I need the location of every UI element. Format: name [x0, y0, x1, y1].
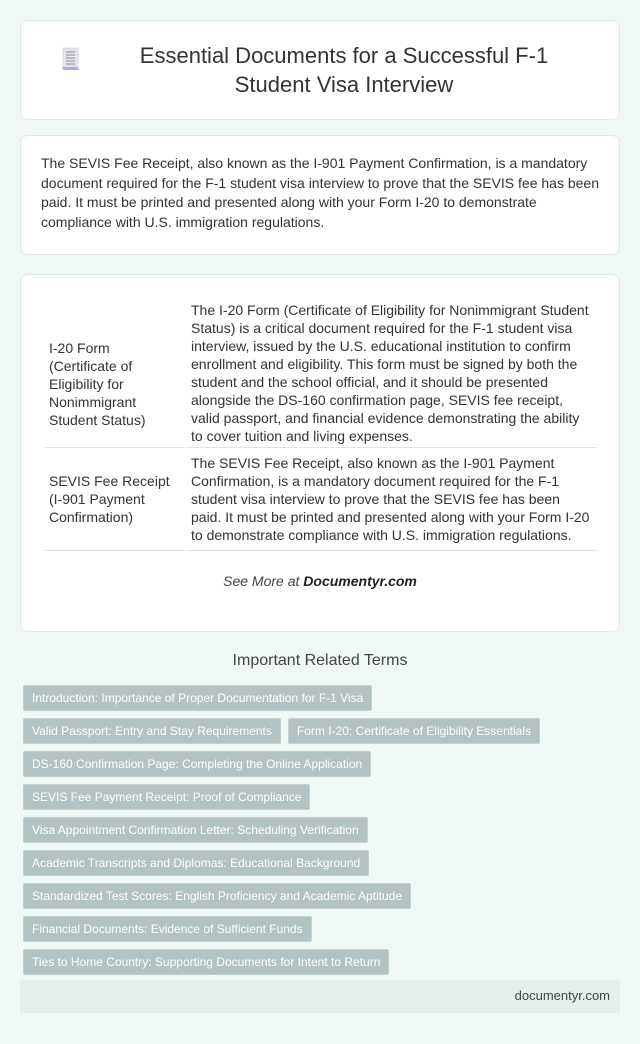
related-term-tag[interactable]: Standardized Test Scores: English Proficiency and Academic Aptitude: [23, 883, 411, 909]
related-term-tag[interactable]: Form I-20: Certificate of Eligibility Essentials: [288, 718, 540, 744]
summary-card: [20, 135, 620, 255]
related-term-tag[interactable]: Valid Passport: Entry and Stay Requirements: [23, 718, 281, 744]
term-cell: I-20 Form (Certificate of Eligibility for Nonimmigrant Student Status): [45, 297, 185, 448]
related-term-tag[interactable]: Introduction: Importance of Proper Documentation for F-1 Visa: [23, 685, 372, 711]
related-term-tag[interactable]: SEVIS Fee Payment Receipt: Proof of Compliance: [23, 784, 310, 810]
page-title: Essential Documents for a Successful F-1 Student Visa Interview: [139, 43, 549, 97]
documents-table-card: [20, 274, 620, 632]
see-more-link[interactable]: [43, 573, 597, 589]
footer: [20, 980, 620, 1013]
description-cell: The SEVIS Fee Receipt, also known as the I-901 Payment Confirmation, is a mandatory document required for the F-1 student visa interview to prove that the SEVIS fee has been paid. It must be printed and presented along with your Form I-20 to demonstrate compliance with U.S. immigration regulations.: [187, 448, 597, 551]
see-more-site[interactable]: Documentyr.com: [303, 573, 417, 589]
table-row: [45, 297, 597, 448]
see-more-prefix: See More at: [223, 573, 304, 589]
related-terms-list: [23, 685, 583, 975]
related-term-tag[interactable]: Ties to Home Country: Supporting Documents for Intent to Return: [23, 949, 389, 975]
related-terms-heading: Important Related Terms: [232, 652, 408, 669]
description-cell: The I-20 Form (Certificate of Eligibility for Nonimmigrant Student Status) is a critical document required for the F-1 student visa interview, issued by the U.S. educational institution to confirm enrollment and eligibility. This form must be signed by both the student and the school official, and it should be presented alongside the DS-160 confirmation page, SEVIS fee receipt, valid passport, and financial evidence demonstrating the ability to cover tuition and living expenses.: [187, 297, 597, 448]
header-card: [20, 20, 620, 120]
related-term-tag[interactable]: DS-160 Confirmation Page: Completing the Online Application: [23, 751, 371, 777]
summary-text: The SEVIS Fee Receipt, also known as the I-901 Payment Confirmation, is a mandatory document required for the F-1 student visa interview to prove that the SEVIS fee has been paid. It must be printed and presented along with your Form I-20 to demonstrate compliance with U.S. immigration regulations.: [41, 155, 599, 230]
related-term-tag[interactable]: Financial Documents: Evidence of Sufficient Funds: [23, 916, 312, 942]
term-cell: SEVIS Fee Receipt (I-901 Payment Confirmation): [45, 448, 185, 551]
document-receipt-icon: [61, 47, 81, 71]
table-row: [45, 448, 597, 551]
documents-table: [43, 297, 599, 551]
related-term-tag[interactable]: Academic Transcripts and Diplomas: Educational Background: [23, 850, 369, 876]
related-term-tag[interactable]: Visa Appointment Confirmation Letter: Scheduling Verification: [23, 817, 368, 843]
footer-site-link[interactable]: documentyr.com: [514, 988, 610, 1003]
